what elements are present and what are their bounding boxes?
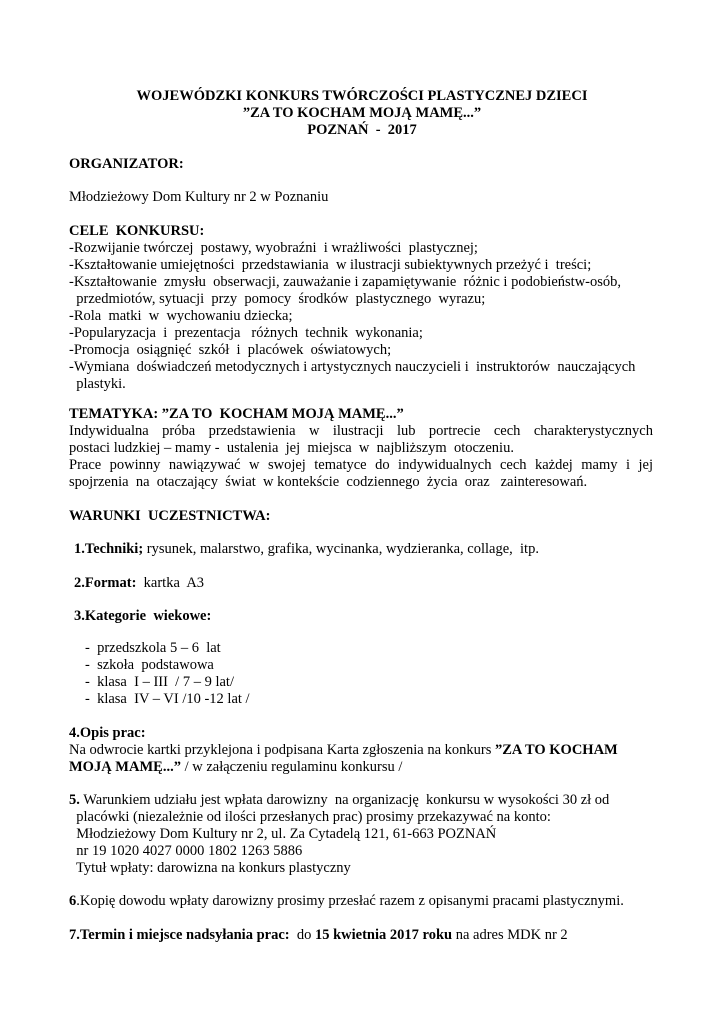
category-item: - klasa IV – VI /10 -12 lat / xyxy=(85,691,250,707)
goal-line: -Rola matki w wychowaniu dziecka; xyxy=(69,308,293,324)
fee-number: 5. xyxy=(69,792,80,808)
title-line-2: ”ZA TO KOCHAM MOJĄ MAMĘ...” xyxy=(242,105,482,121)
copy-text: .Kopię dowodu wpłaty darowizny prosimy przesłać razem z opisanymi pracami plastycznymi. xyxy=(76,893,624,909)
category-item: - klasa I – III / 7 – 9 lat/ xyxy=(85,674,234,690)
works-text: / w załączeniu regulaminu konkursu / xyxy=(180,759,403,775)
title-line-1: WOJEWÓDZKI KONKURS TWÓRCZOŚCI PLASTYCZNEJ DZIECI xyxy=(136,88,588,104)
title-line-3: POZNAŃ - 2017 xyxy=(307,122,417,138)
theme-heading: TEMATYKA: ”ZA TO KOCHAM MOJĄ MAMĘ...” xyxy=(69,406,404,422)
goal-line: -Wymiana doświadczeń metodycznych i artystycznych nauczycieli i instruktorów nauczających xyxy=(69,359,636,375)
goal-line: -Popularyzacja i prezentacja różnych technik wykonania; xyxy=(69,325,423,341)
goal-line: -Promocja osiągnięć szkół i placówek oświatowych; xyxy=(69,342,392,358)
fee-account-number: nr 19 1020 4027 0000 1802 1263 5886 xyxy=(69,843,303,859)
works-line xyxy=(69,759,402,776)
deadline-label: 7.Termin i miejsce nadsyłania prac: xyxy=(69,927,290,943)
goal-line: plastyki. xyxy=(69,376,126,392)
format-label: 2.Format: xyxy=(74,575,137,591)
copy-line xyxy=(69,893,624,910)
works-line xyxy=(69,742,618,759)
fee-text: Warunkiem udziału jest wpłata darowizny na organizację konkursu w wysokości 30 zł od xyxy=(79,792,610,808)
fee-address: Młodzieżowy Dom Kultury nr 2, ul. Za Cytadelą 121, 61-663 POZNAŃ xyxy=(69,826,497,842)
goals-heading: CELE KONKURSU: xyxy=(69,223,205,239)
deadline-text: do xyxy=(289,927,315,943)
goal-line: -Rozwijanie twórczej postawy, wyobraźni i wrażliwości plastycznej; xyxy=(69,240,478,256)
copy-number: 6 xyxy=(69,893,77,909)
works-title: ”ZA TO KOCHAM xyxy=(495,742,618,758)
goal-line: -Kształtowanie umiejętności przedstawiania w ilustracji subiektywnych przeżyć i treści; xyxy=(69,257,592,273)
techniques-item xyxy=(74,541,539,558)
goal-line: przedmiotów, sytuacji przy pomocy środków plastycznego wyrazu; xyxy=(69,291,486,307)
format-item xyxy=(74,575,204,592)
fee-line xyxy=(69,792,609,809)
works-label: 4.Opis prac: xyxy=(69,725,146,741)
goal-line: -Kształtowanie zmysłu obserwacji, zauważanie i zapamiętywanie różnic i podobieństw-osób, xyxy=(69,274,622,290)
category-item: - szkoła podstawowa xyxy=(85,657,214,673)
format-text: kartka A3 xyxy=(136,575,205,591)
works-title: MOJĄ MAMĘ...” xyxy=(69,759,181,775)
deadline-text: na adres MDK nr 2 xyxy=(452,927,568,943)
techniques-text: rysunek, malarstwo, grafika, wycinanka, wydzieranka, collage, itp. xyxy=(143,541,539,557)
fee-line: placówki (niezależnie od ilości przesłanych prac) prosimy przekazywać na konto: xyxy=(69,809,551,825)
deadline-line xyxy=(69,927,568,944)
fee-transfer-title: Tytuł wpłaty: darowizna na konkurs plastyczny xyxy=(69,860,351,876)
organizer-text: Młodzieżowy Dom Kultury nr 2 w Poznaniu xyxy=(69,189,329,205)
categories-label: 3.Kategorie wiekowe: xyxy=(74,608,212,624)
theme-line: postaci ludzkiej – mamy - ustalenia jej miejsca w najbliższym otoczeniu. xyxy=(69,440,514,456)
conditions-heading: WARUNKI UCZESTNICTWA: xyxy=(69,508,271,524)
category-item: - przedszkola 5 – 6 lat xyxy=(85,640,221,656)
organizer-heading: ORGANIZATOR: xyxy=(69,156,184,172)
techniques-label: 1.Techniki; xyxy=(74,541,144,557)
theme-line: Prace powinny nawiązywać w swojej tematyce do indywidualnych cech każdej mamy i jej xyxy=(69,457,653,473)
deadline-date: 15 kwietnia 2017 roku xyxy=(314,927,453,943)
theme-line: spojrzenia na otaczający świat w kontekście codziennego życia oraz zainteresowań. xyxy=(69,474,588,490)
works-text: Na odwrocie kartki przyklejona i podpisana Karta zgłoszenia na konkurs xyxy=(69,742,495,758)
theme-line: Indywidualna próba przedstawienia w ilustracji lub portrecie cech charakterystycznych xyxy=(69,423,653,439)
